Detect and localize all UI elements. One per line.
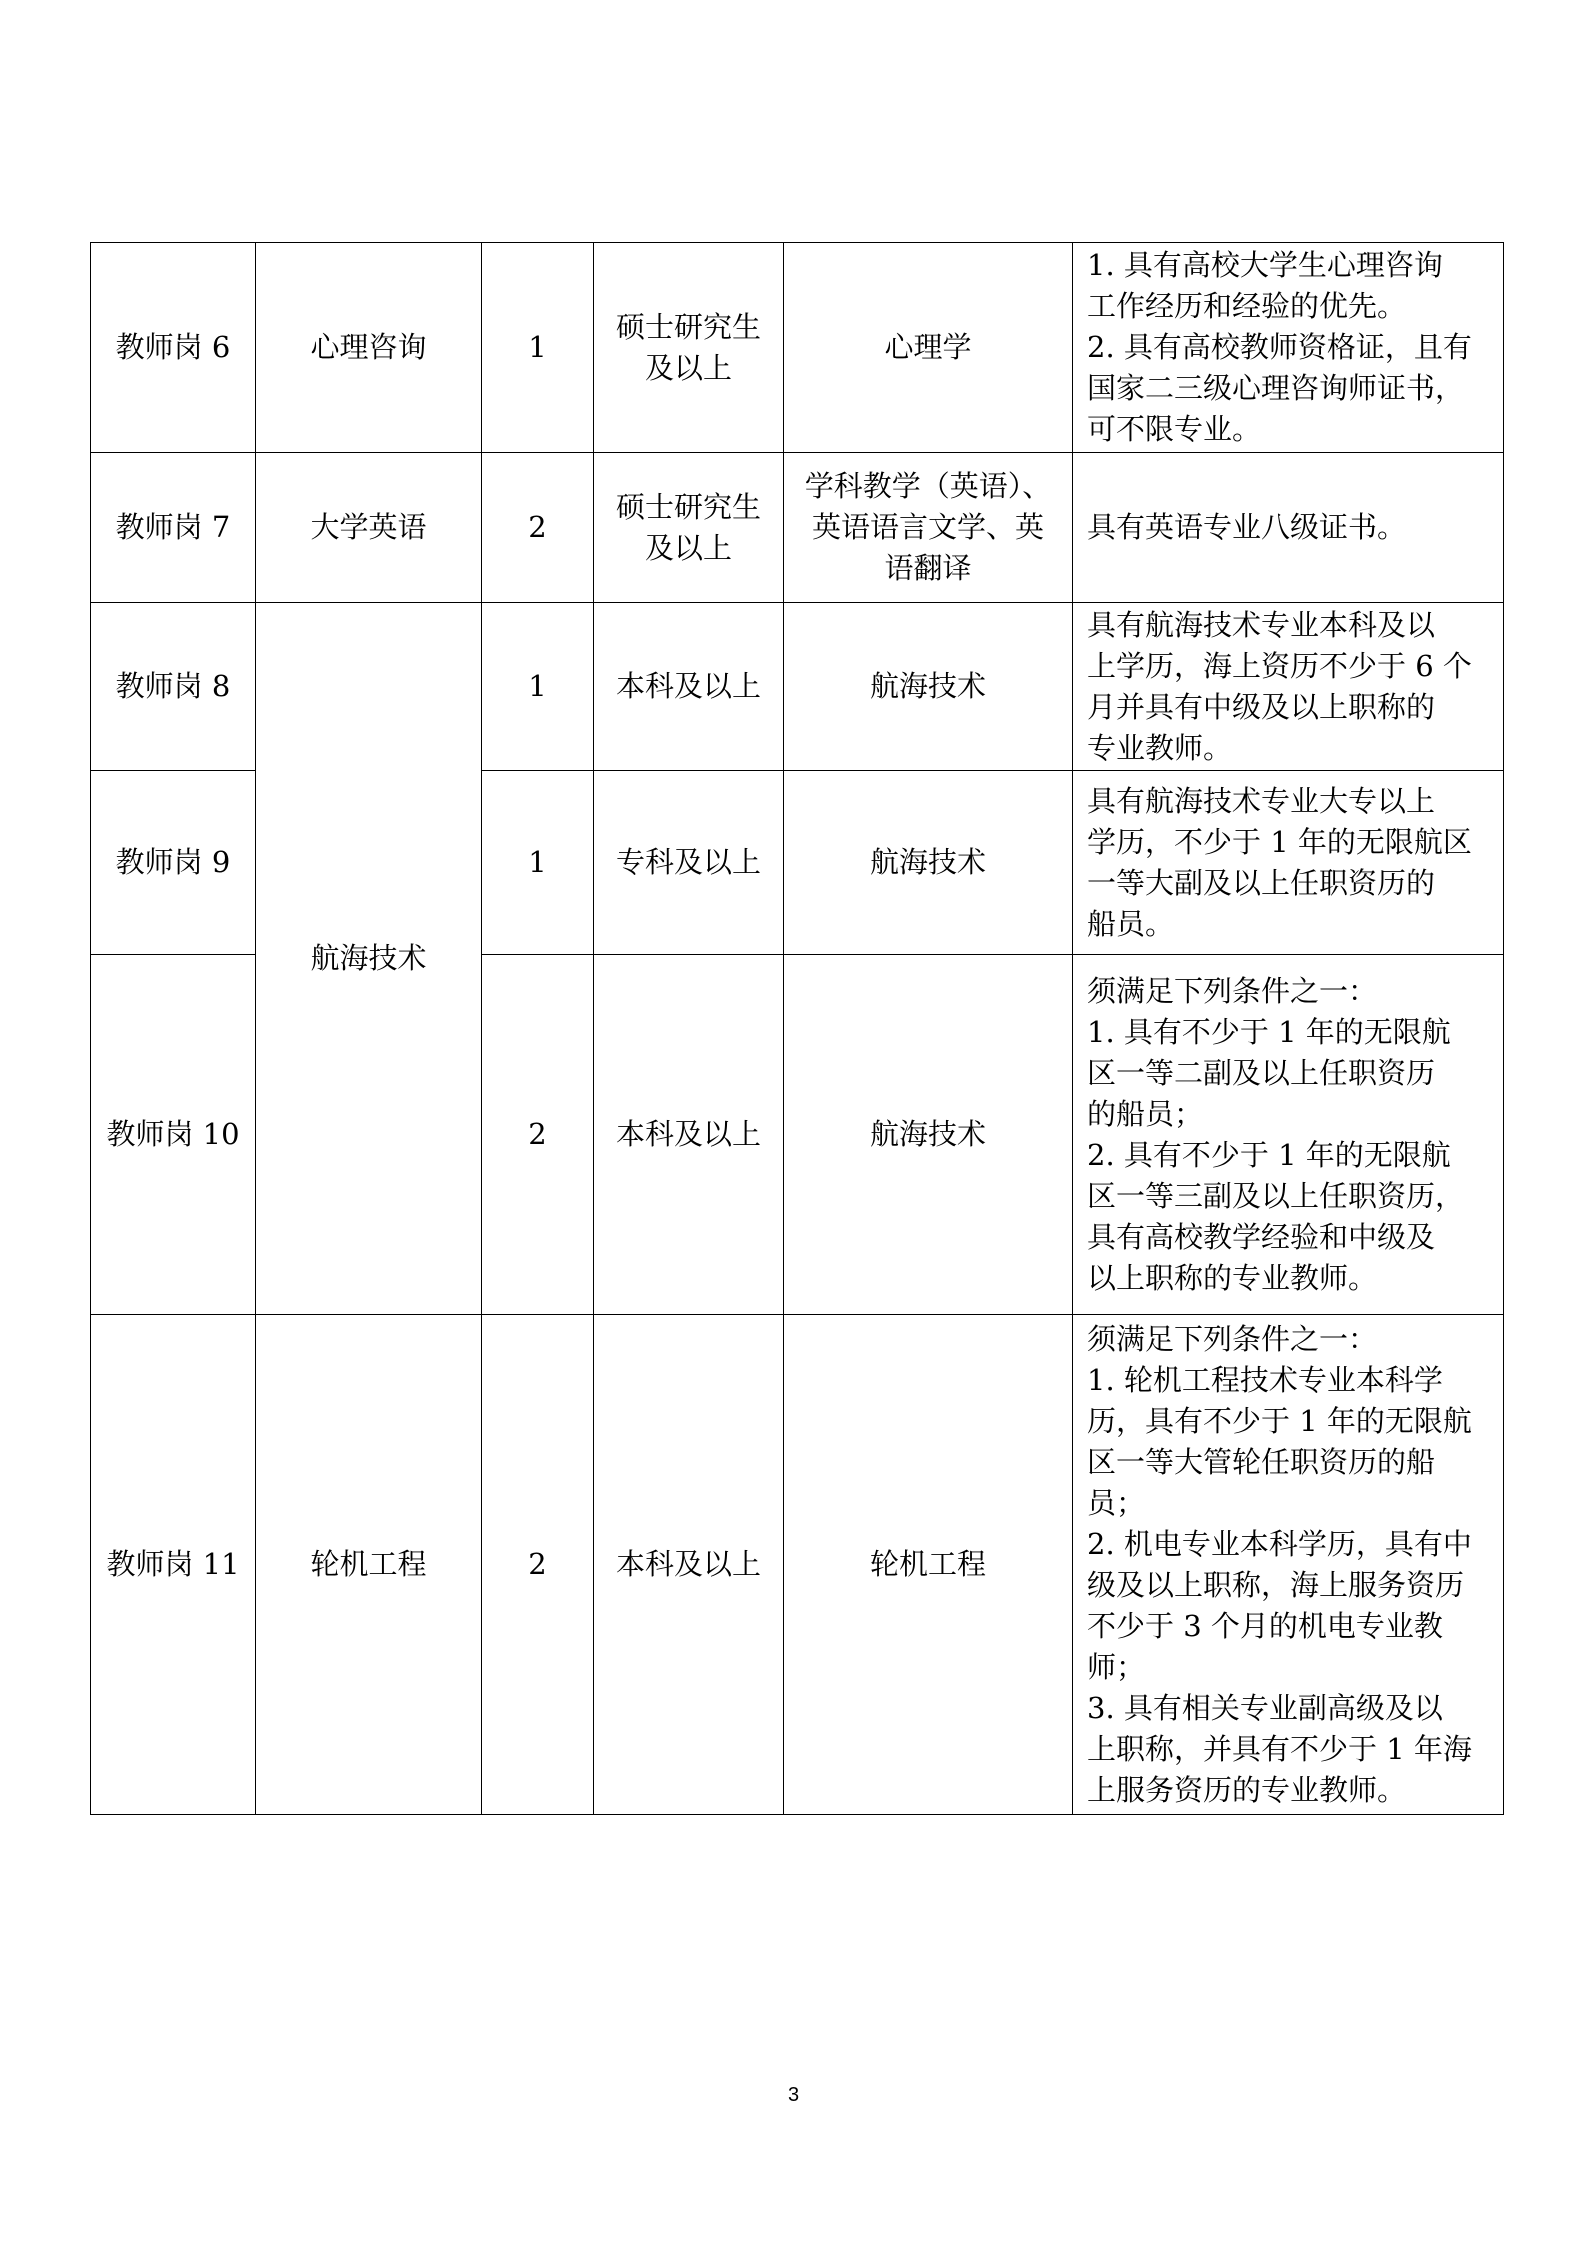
education-cell	[594, 771, 784, 955]
requirement-line: 学历，不少于 1 年的无限航区	[1087, 824, 1472, 859]
requirement-line: 1. 轮机工程技术专业本科学	[1087, 1362, 1443, 1397]
requirement-line: 区一等大管轮任职资历的船	[1087, 1444, 1436, 1479]
requirements-cell	[1073, 955, 1504, 1315]
post-cell: 教师岗 8	[91, 603, 256, 771]
requirement-line: 师；	[1087, 1649, 1146, 1684]
requirement-line: 区一等二副及以上任职资历	[1087, 1055, 1436, 1090]
post-cell: 教师岗 10	[91, 955, 256, 1315]
requirement-line: 上服务资历的专业教师。	[1087, 1772, 1407, 1807]
table-row	[91, 1315, 1504, 1815]
requirement-line: 2. 具有不少于 1 年的无限航	[1087, 1137, 1451, 1172]
count-cell: 2	[482, 1315, 594, 1815]
requirement-line: 级及以上职称，海上服务资历	[1087, 1567, 1465, 1602]
requirement-line: 具有英语专业八级证书。	[1087, 510, 1407, 544]
requirement-line: 员；	[1087, 1485, 1146, 1520]
requirement-line: 须满足下列条件之一：	[1087, 973, 1378, 1008]
requirements-cell	[1073, 453, 1504, 603]
major-cell	[784, 453, 1073, 603]
post-cell: 教师岗 9	[91, 771, 256, 955]
requirement-line: 月并具有中级及以上职称的	[1087, 689, 1436, 724]
requirement-line: 具有高校教学经验和中级及	[1087, 1219, 1436, 1254]
major-cell	[784, 243, 1073, 453]
education-cell	[594, 453, 784, 603]
requirement-line: 上职称，并具有不少于 1 年海	[1087, 1731, 1472, 1766]
post-cell: 教师岗 11	[91, 1315, 256, 1815]
field-cell: 大学英语	[256, 453, 482, 603]
field-cell: 心理咨询	[256, 243, 482, 453]
requirement-line: 专业教师。	[1087, 730, 1233, 765]
requirement-line: 1. 具有不少于 1 年的无限航	[1087, 1014, 1451, 1049]
requirements-cell	[1073, 771, 1504, 955]
requirement-line: 区一等三副及以上任职资历，	[1087, 1178, 1465, 1213]
education-cell	[594, 603, 784, 771]
field-cell: 轮机工程	[256, 1315, 482, 1815]
education-line: 专科及以上	[615, 845, 761, 879]
major-cell	[784, 955, 1073, 1315]
positions-table	[90, 242, 1504, 1815]
requirement-line: 具有航海技术专业大专以上	[1087, 783, 1436, 818]
post-cell: 教师岗 7	[91, 453, 256, 603]
requirement-line: 2. 机电专业本科学历，具有中	[1087, 1526, 1472, 1561]
requirement-line: 具有航海技术专业本科及以	[1087, 607, 1436, 642]
requirements-cell	[1073, 1315, 1504, 1815]
education-line: 及以上	[644, 530, 732, 565]
major-line: 语翻译	[884, 551, 972, 585]
requirement-line: 不少于 3 个月的机电专业教	[1087, 1608, 1443, 1643]
requirement-line: 以上职称的专业教师。	[1087, 1260, 1378, 1295]
education-cell	[594, 955, 784, 1315]
requirement-line: 2. 具有高校教师资格证，且有	[1087, 330, 1472, 364]
table-row	[91, 243, 1504, 453]
table-row	[91, 603, 1504, 771]
education-cell	[594, 1315, 784, 1815]
count-cell: 1	[482, 771, 594, 955]
count-cell: 1	[482, 243, 594, 453]
count-cell: 1	[482, 603, 594, 771]
requirement-line: 船员。	[1087, 906, 1175, 941]
major-cell	[784, 603, 1073, 771]
requirement-line: 历，具有不少于 1 年的无限航	[1087, 1403, 1472, 1438]
major-line: 学科教学（英语）、	[804, 469, 1052, 503]
major-line: 航海技术	[869, 1117, 986, 1151]
major-line: 轮机工程	[869, 1547, 986, 1581]
count-cell: 2	[482, 453, 594, 603]
education-line: 本科及以上	[615, 669, 761, 703]
education-line: 及以上	[644, 350, 732, 385]
requirements-cell	[1073, 243, 1504, 453]
major-line: 航海技术	[869, 845, 986, 879]
education-line: 本科及以上	[615, 1117, 761, 1151]
requirements-cell	[1073, 603, 1504, 771]
field-cell: 航海技术	[256, 603, 482, 1315]
requirement-line: 1. 具有高校大学生心理咨询	[1087, 248, 1443, 282]
requirement-line: 可不限专业。	[1087, 412, 1262, 446]
requirement-line: 的船员；	[1087, 1096, 1204, 1131]
major-cell	[784, 1315, 1073, 1815]
requirement-line: 国家二三级心理咨询师证书，	[1087, 371, 1465, 405]
requirement-line: 须满足下列条件之一：	[1087, 1321, 1378, 1356]
post-cell: 教师岗 6	[91, 243, 256, 453]
major-cell	[784, 771, 1073, 955]
major-line: 心理学	[884, 330, 972, 364]
education-line: 本科及以上	[615, 1547, 761, 1581]
page-number: 3	[787, 2084, 800, 2106]
requirement-line: 一等大副及以上任职资历的	[1087, 865, 1436, 900]
requirement-line: 3. 具有相关专业副高级及以	[1087, 1690, 1443, 1725]
requirement-line: 上学历，海上资历不少于 6 个	[1087, 648, 1472, 683]
education-line: 硕士研究生	[615, 489, 761, 524]
education-cell	[594, 243, 784, 453]
major-line: 英语语言文学、英	[811, 510, 1044, 544]
requirement-line: 工作经历和经验的优先。	[1087, 289, 1407, 323]
major-line: 航海技术	[869, 669, 986, 703]
count-cell: 2	[482, 955, 594, 1315]
table-row	[91, 453, 1504, 603]
education-line: 硕士研究生	[615, 309, 761, 344]
